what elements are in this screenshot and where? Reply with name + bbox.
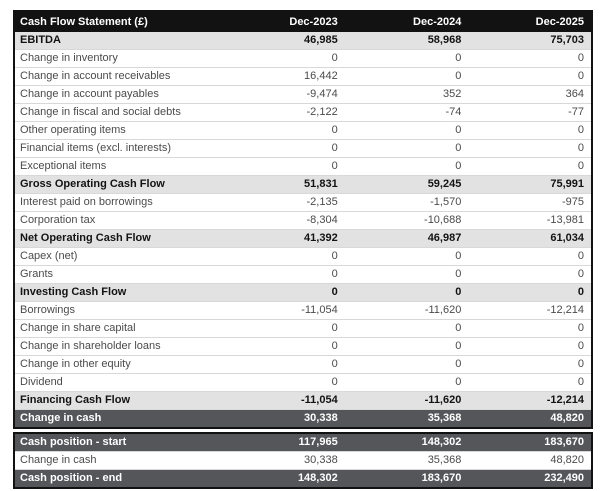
row-value: 0 — [331, 358, 338, 370]
row-value: -12,214 — [546, 394, 584, 406]
table-row — [14, 452, 592, 470]
row-label: Capex (net) — [20, 250, 78, 262]
table-row — [14, 302, 592, 320]
row-value: 0 — [577, 340, 584, 352]
cash-flow-table — [13, 10, 593, 429]
row-value: 0 — [331, 376, 338, 388]
row-value: 35,368 — [427, 454, 462, 466]
row-value: 0 — [577, 286, 584, 298]
row-value: 48,820 — [550, 454, 584, 466]
row-label: Change in inventory — [20, 52, 118, 64]
row-value: 0 — [577, 322, 584, 334]
row-value: 183,670 — [421, 472, 462, 484]
table-row — [14, 284, 592, 302]
row-label: Financing Cash Flow — [20, 394, 131, 406]
table-row — [14, 158, 592, 176]
row-value: 117,965 — [298, 436, 338, 448]
row-value: 0 — [455, 376, 462, 388]
row-value: 51,831 — [304, 178, 338, 190]
table-row — [14, 32, 592, 50]
row-label: EBITDA — [20, 34, 61, 46]
table-row — [14, 266, 592, 284]
row-value: 75,991 — [550, 178, 584, 190]
row-value: 0 — [455, 250, 462, 262]
row-value: 48,820 — [550, 412, 584, 424]
row-value: -1,570 — [430, 196, 462, 208]
table-row — [14, 194, 592, 212]
row-value: 0 — [455, 286, 462, 298]
row-value: 0 — [577, 268, 584, 280]
row-label: Grants — [20, 268, 54, 280]
row-value: 0 — [331, 286, 338, 298]
row-value: 30,338 — [304, 454, 338, 466]
row-label: Other operating items — [20, 124, 126, 136]
table-row — [14, 374, 592, 392]
row-value: 148,302 — [421, 436, 462, 448]
row-value: 0 — [577, 52, 584, 64]
table-row — [14, 230, 592, 248]
column-header-dec-2025: Dec-2025 — [468, 11, 592, 32]
row-label: Net Operating Cash Flow — [20, 232, 151, 244]
row-label: Interest paid on borrowings — [20, 196, 153, 208]
row-value: 0 — [331, 142, 338, 154]
summary-table-body — [14, 433, 592, 488]
row-value: -11,620 — [424, 394, 462, 406]
table-title: Cash Flow Statement (£) — [14, 11, 221, 32]
row-label: Change in cash — [20, 412, 102, 424]
column-header-dec-2023: Dec-2023 — [221, 11, 345, 32]
row-value: 0 — [331, 124, 338, 136]
column-header-dec-2024: Dec-2024 — [345, 11, 469, 32]
row-value: 41,392 — [304, 232, 338, 244]
row-value: -9,474 — [306, 88, 338, 100]
row-value: 16,442 — [304, 70, 338, 82]
table-row — [14, 50, 592, 68]
row-value: 0 — [331, 52, 338, 64]
row-label: Change in shareholder loans — [20, 340, 161, 352]
table-row — [14, 338, 592, 356]
cash-position-table — [13, 432, 593, 489]
row-value: 352 — [442, 88, 462, 100]
row-value: 0 — [577, 250, 584, 262]
row-value: 0 — [577, 376, 584, 388]
row-value: 30,338 — [304, 412, 338, 424]
row-value: 0 — [455, 322, 462, 334]
row-value: 0 — [455, 160, 462, 172]
row-label: Borrowings — [20, 304, 76, 316]
row-label: Dividend — [20, 376, 63, 388]
row-value: -8,304 — [306, 214, 338, 226]
row-value: 232,490 — [544, 472, 584, 484]
main-table-body — [14, 32, 592, 428]
table-row — [14, 248, 592, 266]
row-value: 0 — [577, 160, 584, 172]
row-value: -11,054 — [301, 304, 338, 316]
row-label: Exceptional items — [20, 160, 107, 172]
row-value: 0 — [331, 160, 338, 172]
table-row — [14, 433, 592, 452]
table-row — [14, 104, 592, 122]
row-value: -975 — [561, 196, 584, 208]
row-label: Investing Cash Flow — [20, 286, 127, 298]
row-value: 0 — [577, 124, 584, 136]
row-label: Corporation tax — [20, 214, 96, 226]
row-value: 183,670 — [544, 436, 584, 448]
table-row — [14, 392, 592, 410]
row-value: 0 — [331, 268, 338, 280]
row-value: 61,034 — [550, 232, 584, 244]
row-value: -13,981 — [546, 214, 584, 226]
cash-flow-statement — [13, 10, 593, 489]
table-row — [14, 122, 592, 140]
table-row — [14, 212, 592, 230]
table-row — [14, 68, 592, 86]
row-label: Change in account receivables — [20, 70, 171, 82]
row-value: -10,688 — [424, 214, 462, 226]
table-row — [14, 86, 592, 104]
table-row — [14, 470, 592, 489]
row-label: Cash position - end — [20, 472, 123, 484]
row-value: 0 — [455, 340, 462, 352]
row-value: 0 — [455, 358, 462, 370]
row-value: 0 — [455, 124, 462, 136]
row-label: Change in cash — [20, 454, 97, 466]
row-value: 0 — [331, 322, 338, 334]
row-label: Change in fiscal and social debts — [20, 106, 181, 118]
table-row — [14, 356, 592, 374]
table-row — [14, 320, 592, 338]
table-row — [14, 176, 592, 194]
row-label: Cash position - start — [20, 436, 127, 448]
row-label: Change in account payables — [20, 88, 159, 100]
row-value: 58,968 — [427, 34, 462, 46]
row-value: 59,245 — [427, 178, 462, 190]
table-row — [14, 410, 592, 429]
row-value: 148,302 — [297, 472, 338, 484]
row-value: 0 — [455, 142, 462, 154]
row-value: -77 — [568, 106, 584, 118]
row-value: 35,368 — [427, 412, 462, 424]
row-value: 0 — [577, 70, 584, 82]
row-label: Financial items (excl. interests) — [20, 142, 171, 154]
row-label: Change in share capital — [20, 322, 136, 334]
row-value: -11,620 — [424, 304, 462, 316]
row-value: 364 — [565, 88, 584, 100]
row-value: 46,987 — [427, 232, 462, 244]
row-label: Change in other equity — [20, 358, 131, 370]
table-header-row — [14, 11, 592, 32]
table-row — [14, 140, 592, 158]
row-value: 46,985 — [304, 34, 338, 46]
row-value: 0 — [455, 70, 462, 82]
row-value: -74 — [445, 106, 462, 118]
row-value: 75,703 — [550, 34, 584, 46]
row-value: -2,135 — [306, 196, 338, 208]
row-value: 0 — [577, 358, 584, 370]
row-value: 0 — [577, 142, 584, 154]
row-value: 0 — [331, 340, 338, 352]
row-value: 0 — [455, 52, 462, 64]
row-value: 0 — [455, 268, 462, 280]
row-value: -2,122 — [306, 106, 338, 118]
row-value: -11,054 — [301, 394, 338, 406]
row-label: Gross Operating Cash Flow — [20, 178, 165, 190]
row-value: -12,214 — [546, 304, 584, 316]
row-value: 0 — [331, 250, 338, 262]
